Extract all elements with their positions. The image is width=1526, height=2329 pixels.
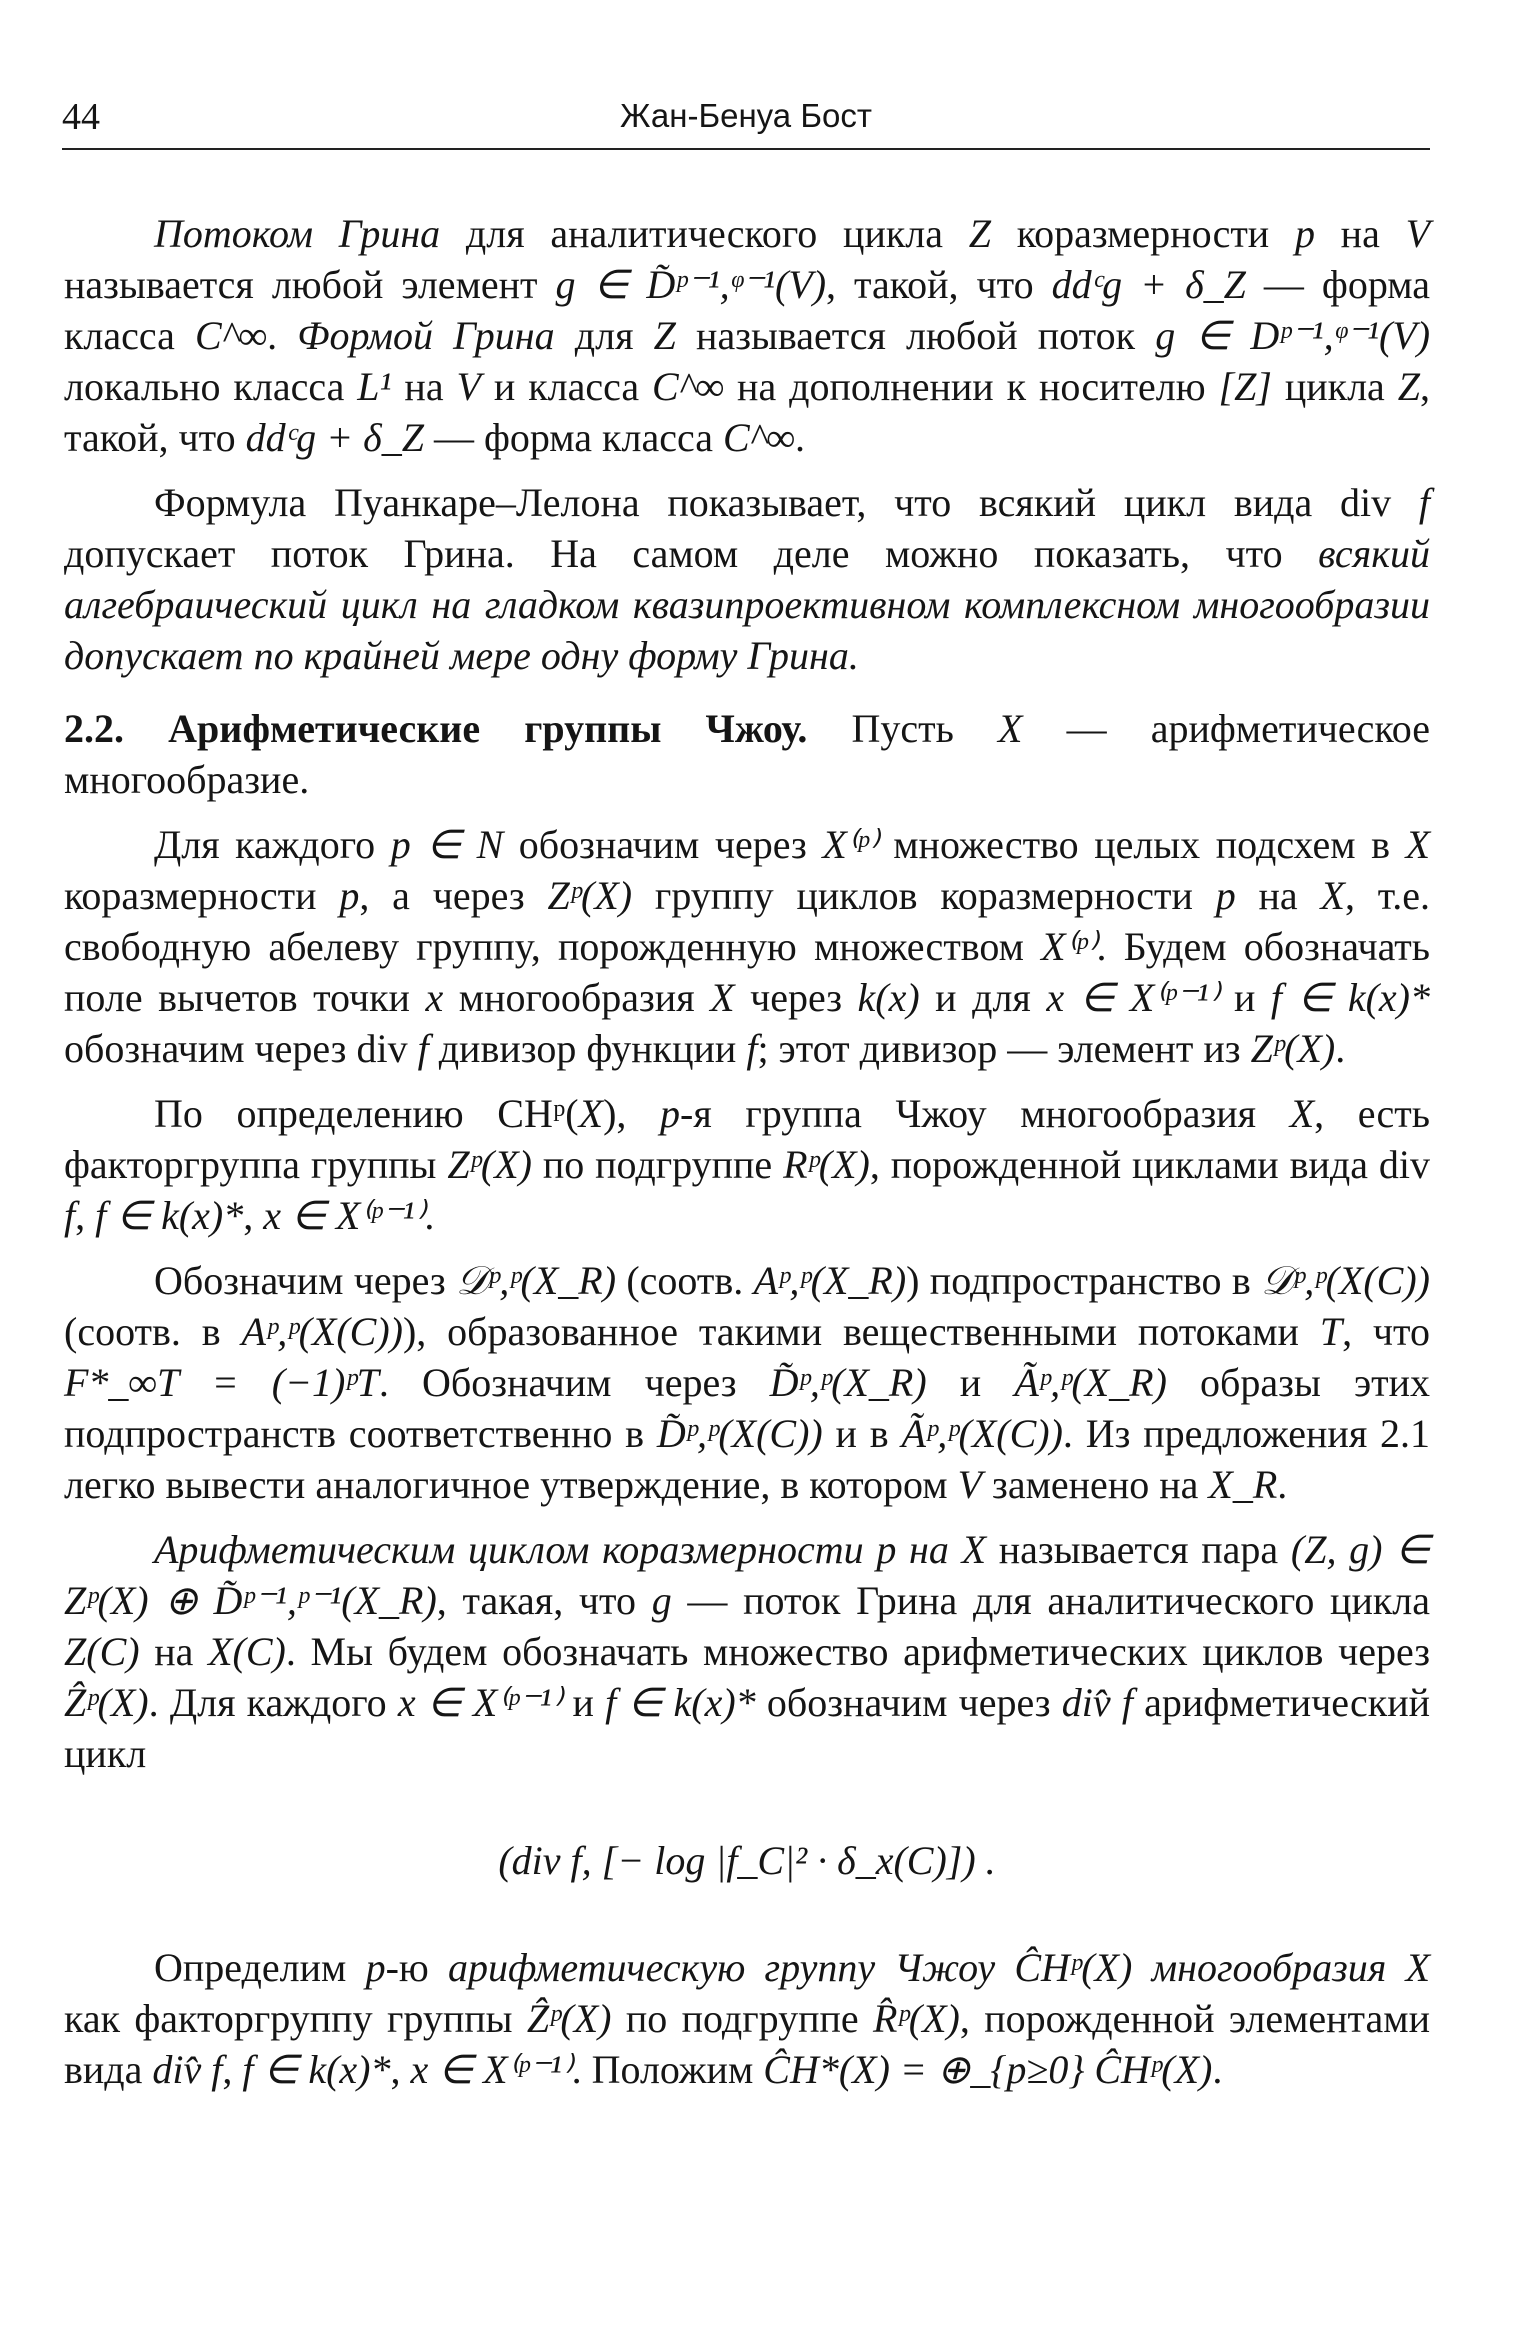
text-run: арифметический цикл: [64, 1680, 1431, 1776]
text-run: Для каждого: [154, 822, 391, 867]
text-run: цикла: [1271, 364, 1398, 409]
text-run: образы этих подпространств соответственно в: [64, 1360, 1430, 1456]
heading-text: 2.2.: [64, 706, 169, 751]
math-expression: [Z]: [1218, 364, 1272, 409]
math-expression: f: [746, 1026, 758, 1071]
math-expression: V: [456, 364, 481, 409]
text-run: допускает поток Грина. На самом деле можно показать, что: [64, 531, 1319, 576]
text-run: , что: [1342, 1309, 1431, 1354]
text-run: на: [139, 1629, 209, 1674]
emphasis-text: Арифметическим циклом коразмерности: [154, 1527, 877, 1572]
math-expression: ĈHᵖ(X): [1014, 1945, 1133, 1990]
text-run: на: [391, 364, 457, 409]
math-expression: Zᵖ(X): [1250, 1026, 1336, 1071]
emphasis-text: на: [896, 1527, 962, 1572]
math-expression: Z: [653, 313, 676, 358]
text-run: группу циклов коразмерности: [632, 873, 1216, 918]
math-expression: f: [64, 1193, 76, 1238]
paragraph: [64, 1942, 1430, 2095]
math-expression: D̃ᵖ,ᵖ(X(C)): [656, 1411, 823, 1456]
text-run: для: [554, 313, 654, 358]
text-run: множество целых подсхем в: [877, 822, 1406, 867]
text-run: . Будем обозначать поле вычетов точки: [64, 924, 1431, 1020]
text-run: называется любой поток: [675, 313, 1156, 358]
display-formula: [64, 1835, 1430, 1886]
math-expression: Z: [968, 211, 991, 256]
emphasis-text: Потоком Грина: [154, 211, 441, 256]
text-run: . Из предложения 2.1 легко вывести аналогичное утверждение, в котором: [64, 1411, 1431, 1507]
math-expression: div̂ f: [152, 2047, 223, 2092]
paragraph: [64, 477, 1430, 681]
running-head: Жан-Бенуа Бост: [620, 97, 872, 134]
text-run: многообразия: [443, 975, 711, 1020]
math-expression: x ∈ X⁽ᵖ⁻¹⁾: [410, 2047, 572, 2092]
text-run: коразмерности: [64, 873, 340, 918]
math-expression: X_R: [1208, 1462, 1278, 1507]
math-expression: T: [1319, 1309, 1343, 1354]
emphasis-text: Формой Грина: [297, 313, 555, 358]
math-expression: k(x): [857, 975, 920, 1020]
text-run: .: [1277, 1462, 1288, 1507]
math-expression: C^∞: [652, 364, 725, 409]
text-run: , есть факторгруппа группы: [64, 1091, 1430, 1187]
text-run: Пусть: [807, 706, 999, 751]
page-body: [64, 208, 1430, 2109]
math-expression: Zᵖ(X): [547, 873, 633, 918]
text-run: , а через: [359, 873, 548, 918]
text-run: через: [734, 975, 858, 1020]
math-expression: (div f, [− log |f_C|² · δ_x(C)]): [498, 1838, 976, 1883]
text-run: ; этот дивизор — элемент из: [757, 1026, 1251, 1071]
math-expression: g: [651, 1578, 672, 1623]
text-run: , такая, что: [436, 1578, 652, 1623]
math-expression: Z(C): [64, 1629, 140, 1674]
text-run: Определим: [154, 1945, 366, 1990]
emphasis-text: многообразия: [1151, 1945, 1387, 1990]
math-expression: X: [1320, 873, 1345, 918]
math-expression: C^∞: [722, 415, 796, 460]
text-run: (соотв. в: [64, 1309, 242, 1354]
math-expression: F*_∞T = (−1)ᵖT: [64, 1360, 379, 1405]
page-header: [62, 95, 1430, 151]
text-run: -я группа Чжоу многообразия: [680, 1091, 1290, 1136]
math-expression: V: [1405, 211, 1431, 256]
paragraph: [64, 1524, 1430, 1779]
text-run: заменено на: [982, 1462, 1209, 1507]
math-expression: X: [1289, 1091, 1315, 1136]
text-run: , такой, что: [826, 262, 1052, 307]
math-expression: 𝒟ᵖ,ᵖ(X(C)): [1261, 1258, 1430, 1303]
text-run: и класса: [480, 364, 653, 409]
text-run: ), образованное такими вещественными потоками: [402, 1309, 1320, 1354]
emphasis-text: арифметическую группу Чжоу: [448, 1945, 996, 1990]
math-expression: X(C): [208, 1629, 286, 1674]
math-expression: p: [365, 1945, 386, 1990]
text-run: ),: [603, 1091, 661, 1136]
text-run: ) подпространство в: [906, 1258, 1262, 1303]
section-heading-paragraph: [64, 703, 1430, 805]
text-run: .: [1335, 1026, 1346, 1071]
math-expression: X: [961, 1527, 987, 1572]
header-rule: [62, 148, 1430, 150]
text-run: называется пара: [986, 1527, 1291, 1572]
text-run: — форма класса: [64, 262, 1431, 358]
text-run: для аналитического цикла: [440, 211, 969, 256]
text-run: дивизор функции: [428, 1026, 747, 1071]
math-expression: Z: [1397, 364, 1420, 409]
text-run: — форма класса: [423, 415, 723, 460]
math-expression: x: [425, 975, 444, 1020]
text-run: на дополнении к носителю: [724, 364, 1219, 409]
math-expression: x ∈ X⁽ᵖ⁻¹⁾: [263, 1193, 425, 1238]
math-expression: f: [417, 1026, 429, 1071]
text-run: обозначим через div: [64, 1026, 418, 1071]
math-expression: 𝒟ᵖ,ᵖ(X_R): [455, 1258, 617, 1303]
math-expression: p: [876, 1527, 897, 1572]
text-run: на: [1235, 873, 1321, 918]
math-expression: X: [1405, 1945, 1431, 1990]
text-run: , т.е. свободную абелеву группу, порожденную множеством: [64, 873, 1430, 969]
text-run: .: [795, 415, 806, 460]
paragraph: [64, 208, 1430, 463]
text-run: [1132, 1945, 1151, 1990]
text-run: и: [1218, 975, 1271, 1020]
math-expression: p: [660, 1091, 681, 1136]
math-expression: X⁽ᵖ⁾: [822, 822, 878, 867]
math-expression: X: [710, 975, 735, 1020]
math-expression: R̂ᵖ(X): [873, 1996, 960, 2041]
text-run: , порожденной циклами вида div: [869, 1142, 1430, 1187]
text-run: обозначим через: [755, 1680, 1062, 1725]
math-expression: V: [957, 1462, 983, 1507]
math-expression: g ∈ Dᵖ⁻¹,ᵠ⁻¹(V): [1155, 313, 1431, 358]
text-run: Формула Пуанкаре–Лелона показывает, что всякий цикл вида div: [154, 480, 1419, 525]
text-run: по подгруппе: [611, 1996, 874, 2041]
text-run: называется любой элемент: [64, 262, 556, 307]
text-run: — арифметическое многообразие.: [64, 706, 1431, 802]
text-run: (соотв.: [616, 1258, 754, 1303]
math-expression: L¹: [357, 364, 392, 409]
text-run: — поток Грина для аналитического цикла: [671, 1578, 1431, 1623]
math-expression: div̂ f: [1061, 1680, 1133, 1725]
text-run: как факторгруппу группы: [64, 1996, 527, 2041]
math-expression: p: [339, 873, 360, 918]
text-run: локально класса: [64, 364, 358, 409]
text-run: По определению CHᵖ(: [154, 1091, 579, 1136]
text-run: коразмерности: [990, 211, 1295, 256]
page-number: 44: [62, 96, 100, 138]
text-run: [1386, 1945, 1405, 1990]
math-expression: Ẑᵖ(X): [64, 1680, 149, 1725]
math-expression: p: [1294, 211, 1315, 256]
text-run: по подгруппе: [531, 1142, 784, 1187]
math-expression: f ∈ k(x)*: [95, 1193, 244, 1238]
math-expression: X: [578, 1091, 604, 1136]
text-run: [995, 1945, 1014, 1990]
text-run: Обозначим через: [154, 1258, 456, 1303]
text-run: , такой, что: [64, 364, 1430, 460]
paragraph: [64, 819, 1430, 1074]
math-expression: f ∈ k(x)*: [242, 2047, 391, 2092]
heading-text: Арифметические группы Чжоу.: [168, 706, 808, 751]
math-expression: g ∈ D̃ᵖ⁻¹,ᵠ⁻¹(V): [555, 262, 827, 307]
math-expression: D̃ᵖ,ᵖ(X_R): [769, 1360, 927, 1405]
text-run: . Мы будем обозначать множество арифметических циклов через: [285, 1629, 1430, 1674]
text-run: и: [561, 1680, 606, 1725]
math-expression: X: [998, 706, 1023, 751]
text-run: ,: [243, 1193, 264, 1238]
math-expression: Ãᵖ,ᵖ(X_R): [1014, 1360, 1167, 1405]
text-run: на: [1314, 211, 1406, 256]
text-run: и: [926, 1360, 1015, 1405]
text-run: . Положим: [571, 2047, 764, 2092]
text-run: обозначим через: [503, 822, 823, 867]
text-run: .: [1212, 2047, 1223, 2092]
paragraph: [64, 1088, 1430, 1241]
math-expression: Zᵖ(X): [447, 1142, 532, 1187]
text-run: , порожденной элементами вида: [64, 1996, 1430, 2092]
paragraph: [64, 1255, 1430, 1510]
math-expression: X: [1405, 822, 1430, 867]
math-expression: Aᵖ,ᵖ(X_R): [753, 1258, 907, 1303]
text-run: -ю: [385, 1945, 449, 1990]
math-expression: f ∈ k(x)*: [1270, 975, 1431, 1020]
math-expression: ĈH*(X) = ⊕_{p≥0} ĈHᵖ(X): [763, 2047, 1213, 2092]
math-expression: C^∞: [195, 313, 268, 358]
math-expression: Ãᵖ,ᵖ(X(C)): [901, 1411, 1063, 1456]
math-expression: p: [1215, 873, 1236, 918]
text-run: . Для каждого: [148, 1680, 398, 1725]
math-expression: ddᶜg + δ_Z: [1051, 262, 1246, 307]
text-run: ,: [390, 2047, 411, 2092]
text-run: и для: [919, 975, 1047, 1020]
text-run: .: [267, 313, 298, 358]
math-expression: (Z, g) ∈ Zᵖ(X) ⊕ D̃ᵖ⁻¹,ᵖ⁻¹(X_R): [64, 1527, 1431, 1623]
math-expression: Rᵖ(X): [783, 1142, 870, 1187]
emphasis-text: всякий алгебраический цикл на гладком квазипроективном комплексном многообразии допускает по крайней мере одну форму Грина.: [64, 531, 1430, 678]
math-expression: X⁽ᵖ⁾: [1041, 924, 1097, 969]
text-run: . Обозначим через: [378, 1360, 770, 1405]
math-expression: f: [1418, 480, 1430, 525]
math-expression: Ẑᵖ(X): [526, 1996, 612, 2041]
text-run: ,: [222, 2047, 243, 2092]
math-expression: f ∈ k(x)*: [605, 1680, 756, 1725]
math-expression: p ∈ N: [390, 822, 504, 867]
math-expression: ddᶜg + δ_Z: [245, 415, 424, 460]
text-run: ,: [75, 1193, 96, 1238]
math-expression: x ∈ X⁽ᵖ⁻¹⁾: [397, 1680, 562, 1725]
text-run: .: [424, 1193, 435, 1238]
math-expression: Aᵖ,ᵖ(X(C)): [241, 1309, 403, 1354]
math-expression: x ∈ X⁽ᵖ⁻¹⁾: [1046, 975, 1219, 1020]
text-run: .: [975, 1838, 996, 1883]
text-run: и в: [822, 1411, 902, 1456]
